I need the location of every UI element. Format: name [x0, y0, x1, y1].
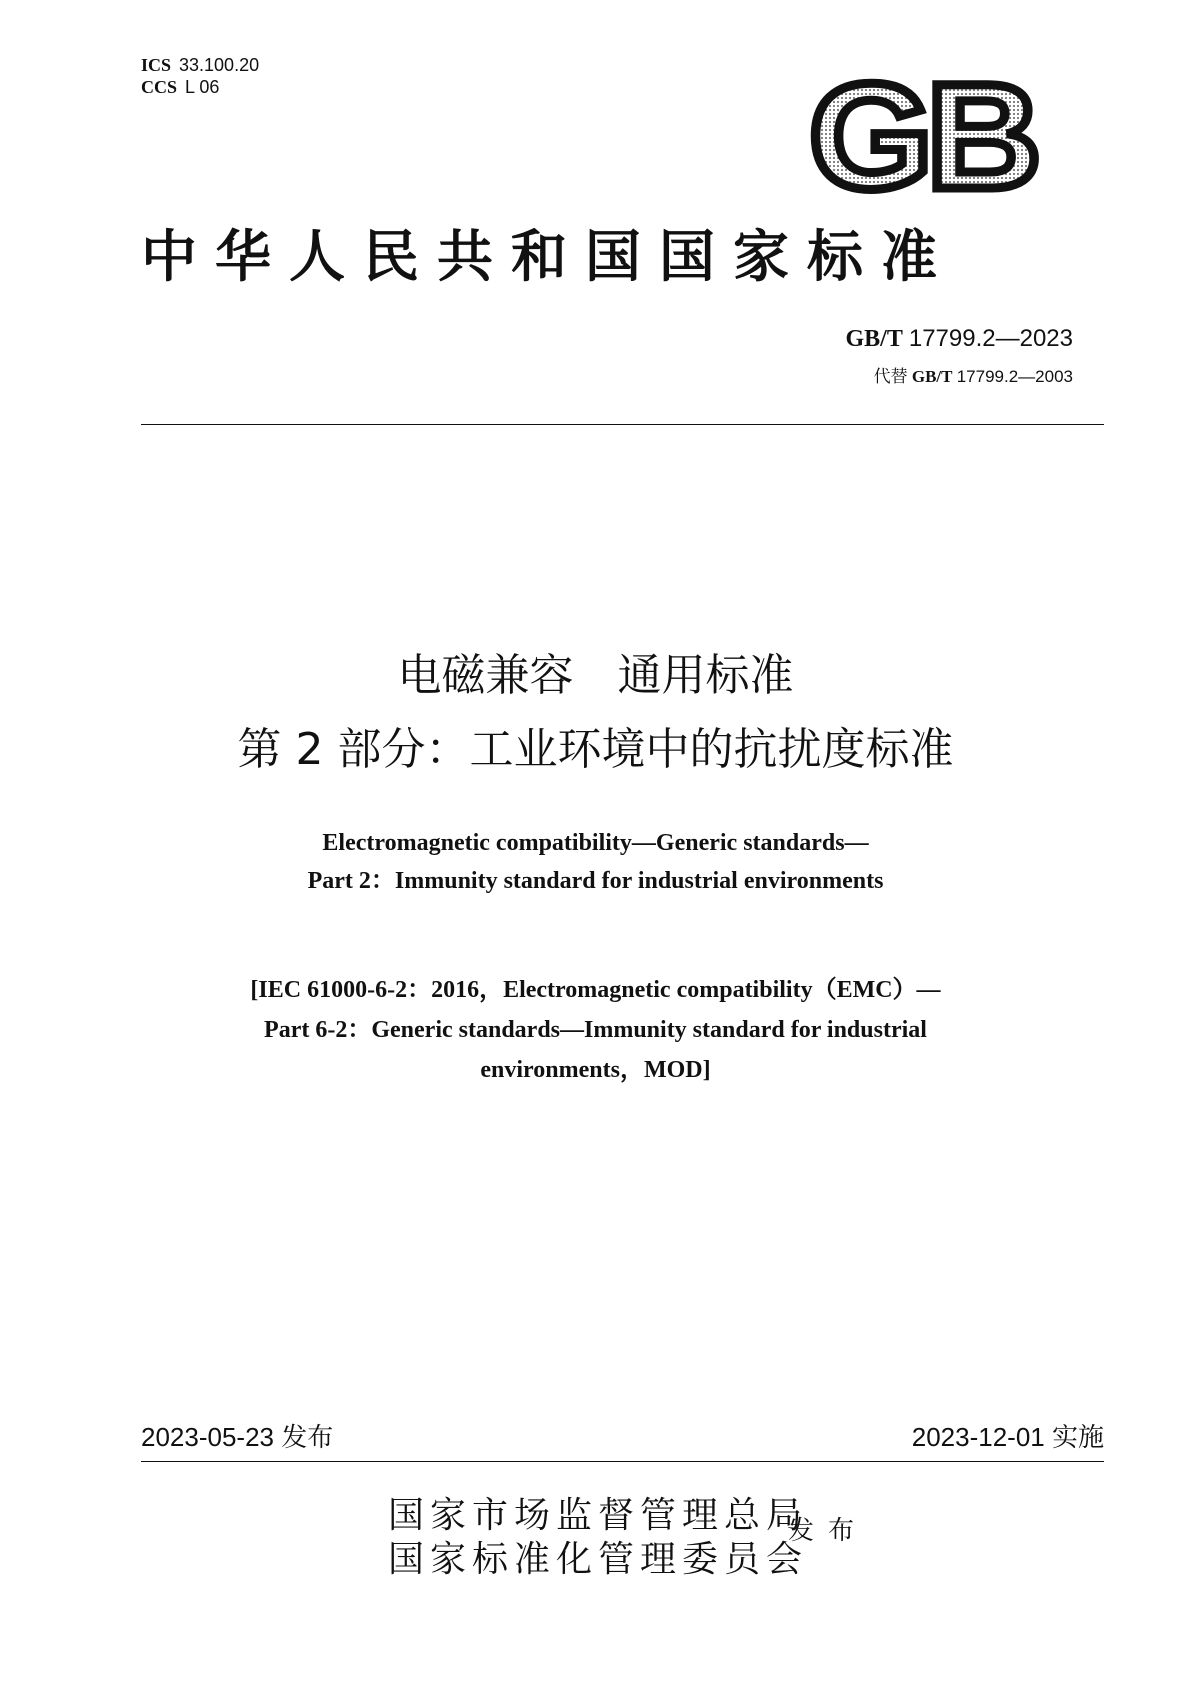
english-title-line-2: Part 2：Immunity standard for industrial environments: [307, 868, 884, 894]
top-divider: [141, 424, 1104, 425]
issuer-samr: 国家市场监督管理总局: [388, 1495, 809, 1536]
bottom-divider: [141, 1461, 1104, 1462]
iec-line-3: environments，MOD]: [480, 1057, 711, 1083]
ics-code: 33.100.20: [179, 55, 260, 75]
replaces-number: 17799.2—2003: [956, 367, 1073, 386]
replaces-prefix: GB/T: [911, 367, 953, 386]
standard-number-value: 17799.2—2023: [908, 325, 1073, 352]
iec-line-2: Part 6-2：Generic standards—Immunity standard for industrial: [264, 1017, 927, 1043]
iec-line-1: [IEC 61000-6-2：2016，Electromagnetic compatibility（EMC）—: [250, 977, 941, 1003]
standard-number-prefix: GB/T: [845, 326, 903, 352]
replaces-label: 代替: [873, 367, 908, 386]
classification-codes: [141, 54, 259, 98]
iec-adoption-note: [0, 970, 1191, 1090]
gb-logo: [804, 68, 1040, 198]
standard-number: [845, 324, 1073, 354]
ics-line: [141, 54, 259, 76]
chinese-title-line-2: 第 2 部分：工业环境中的抗扰度标准: [237, 724, 954, 775]
issue-date: 2023-05-23 发布: [141, 1422, 334, 1452]
ics-label: ICS: [141, 55, 172, 75]
ccs-label: CCS: [141, 77, 178, 97]
national-standard-title: 中华人民共和国国家标准: [141, 224, 955, 290]
ccs-line: [141, 76, 259, 98]
issuer-sac: 国家标准化管理委员会: [388, 1539, 809, 1580]
issue-action: 发布: [788, 1516, 869, 1546]
chinese-title-line-1: 电磁兼容 通用标准: [397, 650, 794, 701]
english-title-line-1: Electromagnetic compatibility—Generic standards—: [322, 830, 869, 856]
english-title: [0, 824, 1191, 900]
implementation-date: 2023-12-01 实施: [911, 1422, 1104, 1452]
ccs-code: L 06: [185, 77, 220, 97]
replaces-standard: [874, 366, 1073, 388]
svg-text:GB: GB: [809, 68, 1035, 198]
